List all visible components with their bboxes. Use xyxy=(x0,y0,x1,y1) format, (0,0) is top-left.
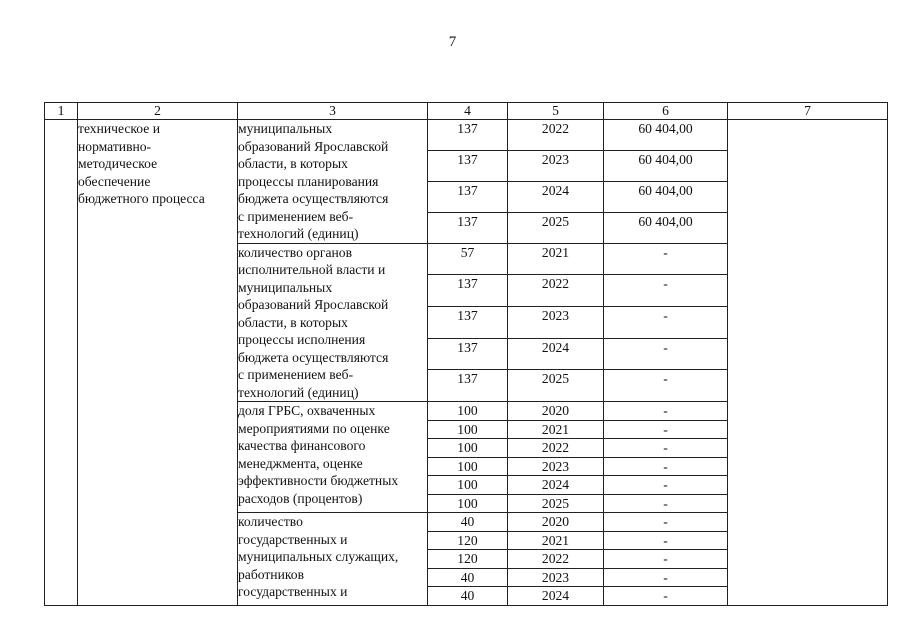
value-cell: 120 xyxy=(428,531,508,550)
indicator-line: процессы планирования xyxy=(238,173,379,189)
activity-name-cell xyxy=(78,120,238,606)
indicator-line: менеджмента, оценке xyxy=(238,455,363,471)
amount-cell: - xyxy=(604,243,728,275)
header-col-2: 2 xyxy=(78,103,238,120)
value-cell: 40 xyxy=(428,587,508,606)
indicator-line: образований Ярославской xyxy=(238,138,389,154)
indicator-line: мероприятиями по оценке xyxy=(238,420,390,436)
header-col-4: 4 xyxy=(428,103,508,120)
amount-cell: - xyxy=(604,338,728,370)
indicator-line: количество органов xyxy=(238,244,352,260)
amount-cell: - xyxy=(604,420,728,439)
value-cell: 100 xyxy=(428,420,508,439)
header-col-7: 7 xyxy=(728,103,888,120)
header-row xyxy=(45,103,888,120)
value-cell: 137 xyxy=(428,306,508,338)
amount-cell: - xyxy=(604,550,728,569)
indicator-line: работников xyxy=(238,566,304,582)
activity-name-line: обеспечение xyxy=(78,173,151,189)
year-cell: 2024 xyxy=(508,476,604,495)
value-cell: 137 xyxy=(428,212,508,243)
year-cell: 2025 xyxy=(508,494,604,513)
value-cell: 137 xyxy=(428,370,508,402)
value-cell: 137 xyxy=(428,275,508,307)
activity-name-line: бюджетного процесса xyxy=(78,191,205,206)
year-cell: 2021 xyxy=(508,531,604,550)
indicator-line: области, в которых xyxy=(238,156,348,171)
year-cell: 2023 xyxy=(508,457,604,476)
year-cell: 2023 xyxy=(508,306,604,338)
amount-cell: 60 404,00 xyxy=(604,212,728,243)
year-cell: 2023 xyxy=(508,568,604,587)
value-cell: 100 xyxy=(428,494,508,513)
indicator-line: технологий (единиц) xyxy=(238,384,359,400)
amount-cell: - xyxy=(604,439,728,458)
header-col-3: 3 xyxy=(238,103,428,120)
indicator-line: муниципальных xyxy=(238,279,333,295)
value-cell: 57 xyxy=(428,243,508,275)
amount-cell: - xyxy=(604,568,728,587)
indicator-line: государственных и xyxy=(238,531,348,547)
year-cell: 2024 xyxy=(508,338,604,370)
year-cell: 2021 xyxy=(508,420,604,439)
indicator-line: с применением веб- xyxy=(238,367,354,382)
indicator-cell xyxy=(238,243,428,402)
amount-cell: 60 404,00 xyxy=(604,120,728,151)
indicator-line: бюджета осуществляются xyxy=(238,349,389,365)
amount-cell: 60 404,00 xyxy=(604,181,728,212)
header-col-1: 1 xyxy=(45,103,78,120)
indicator-line: процессы исполнения xyxy=(238,332,366,347)
year-cell: 2024 xyxy=(508,181,604,212)
amount-cell: - xyxy=(604,494,728,513)
year-cell: 2020 xyxy=(508,402,604,421)
amount-cell: - xyxy=(604,275,728,307)
table-row xyxy=(45,120,888,151)
year-cell: 2020 xyxy=(508,513,604,532)
year-cell: 2025 xyxy=(508,370,604,402)
year-cell: 2024 xyxy=(508,587,604,606)
col7-cell xyxy=(728,120,888,606)
value-cell: 137 xyxy=(428,181,508,212)
activity-name-line: методическое xyxy=(78,156,158,171)
header-col-5: 5 xyxy=(508,103,604,120)
amount-cell: - xyxy=(604,402,728,421)
indicator-line: области, в которых xyxy=(238,314,348,330)
indicators-table xyxy=(44,102,888,606)
indicator-cell xyxy=(238,513,428,606)
value-cell: 137 xyxy=(428,120,508,151)
indicator-line: расходов (процентов) xyxy=(238,490,363,506)
value-cell: 137 xyxy=(428,150,508,181)
amount-cell: - xyxy=(604,476,728,495)
year-cell: 2022 xyxy=(508,275,604,307)
indicator-line: муниципальных xyxy=(238,121,333,136)
value-cell: 120 xyxy=(428,550,508,569)
page-number: 7 xyxy=(448,34,457,50)
year-cell: 2023 xyxy=(508,150,604,181)
value-cell: 100 xyxy=(428,402,508,421)
year-cell: 2022 xyxy=(508,439,604,458)
value-cell: 100 xyxy=(428,439,508,458)
value-cell: 137 xyxy=(428,338,508,370)
indicator-line: с применением веб- xyxy=(238,208,354,224)
year-cell: 2022 xyxy=(508,550,604,569)
indicator-line: муниципальных служащих, xyxy=(238,549,399,564)
year-cell: 2025 xyxy=(508,212,604,243)
value-cell: 40 xyxy=(428,513,508,532)
indicator-line: государственных и xyxy=(238,584,348,599)
amount-cell: - xyxy=(604,587,728,606)
indicator-line: количество xyxy=(238,514,303,529)
value-cell: 100 xyxy=(428,457,508,476)
indicator-line: эффективности бюджетных xyxy=(238,473,399,488)
year-cell: 2021 xyxy=(508,243,604,275)
amount-cell: - xyxy=(604,513,728,532)
value-cell: 40 xyxy=(428,568,508,587)
amount-cell: - xyxy=(604,306,728,338)
indicator-line: образований Ярославской xyxy=(238,297,389,312)
indicator-line: исполнительной власти и xyxy=(238,262,386,277)
indicator-line: качества финансового xyxy=(238,438,366,453)
amount-cell: 60 404,00 xyxy=(604,150,728,181)
header-col-6: 6 xyxy=(604,103,728,120)
indicator-cell xyxy=(238,120,428,244)
indicator-cell xyxy=(238,402,428,513)
indicator-line: бюджета осуществляются xyxy=(238,191,389,206)
activity-name-line: техническое и xyxy=(78,121,160,136)
amount-cell: - xyxy=(604,531,728,550)
amount-cell: - xyxy=(604,370,728,402)
year-cell: 2022 xyxy=(508,120,604,151)
table-body xyxy=(45,120,888,606)
indicator-line: доля ГРБС, охваченных xyxy=(238,403,376,418)
activity-name-line: нормативно- xyxy=(78,138,152,154)
indicator-line: технологий (единиц) xyxy=(238,226,359,241)
col1-cell xyxy=(45,120,78,606)
value-cell: 100 xyxy=(428,476,508,495)
amount-cell: - xyxy=(604,457,728,476)
